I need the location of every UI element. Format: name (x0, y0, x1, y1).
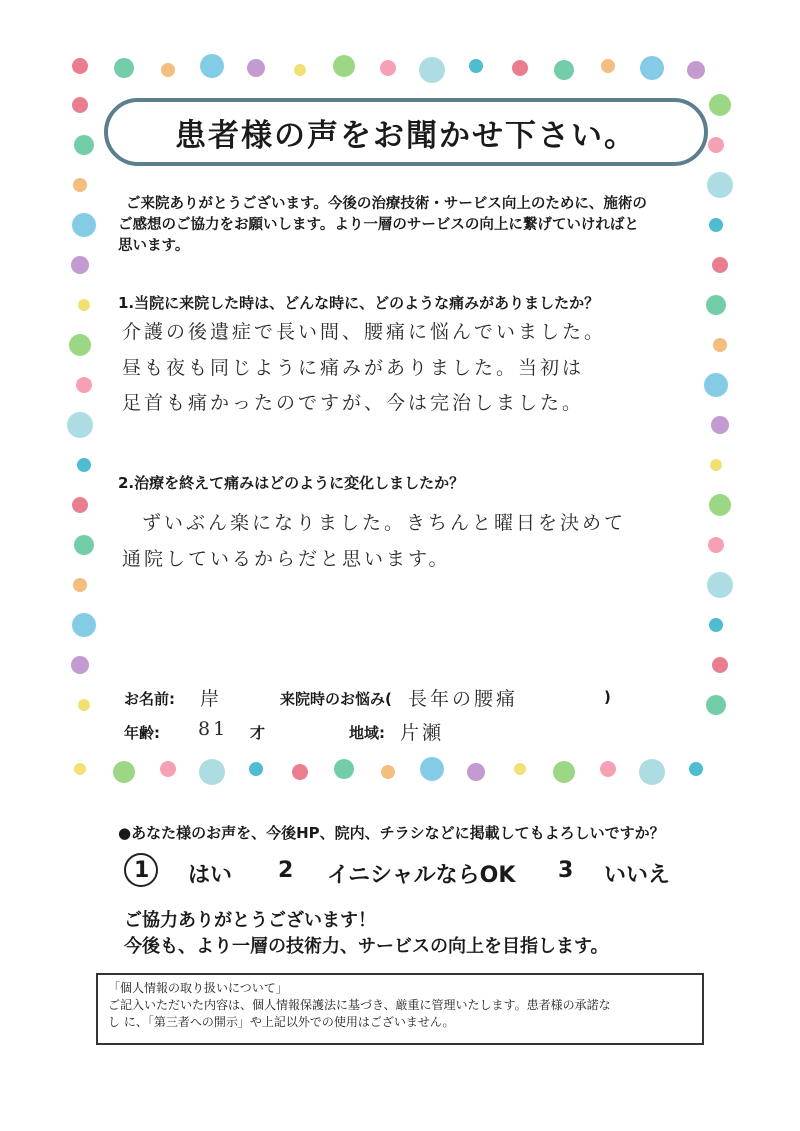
decor-dot (334, 759, 354, 779)
intro-line-2: ご感想のご協力をお願いします。より一層のサービスの向上に繋げていければと (118, 217, 639, 233)
decor-dot (72, 97, 88, 113)
page-title: 患者様の声をお聞かせ下さい。 (175, 117, 637, 154)
option-1-label[interactable]: はい (188, 863, 233, 888)
question-2: 2.治療を終えて痛みはどのように変化しましたか？ (118, 474, 465, 492)
decor-dot (687, 61, 705, 79)
decor-dot (420, 757, 444, 781)
decor-dot (74, 535, 94, 555)
region-value: 片瀬 (400, 722, 445, 744)
decor-dot (333, 55, 355, 77)
answer-1-line-2: 昼も夜も同じように痛みがありました。当初は (122, 357, 585, 379)
intro-line-1: ご来院ありがとうございます。今後の治療技術・サービス向上のために、施術の (126, 196, 647, 212)
decor-dot (71, 256, 89, 274)
decor-dot (689, 762, 703, 776)
title-banner (104, 98, 708, 166)
decor-dot (114, 58, 134, 78)
decor-dot (77, 458, 91, 472)
age-value: 81 (198, 718, 229, 740)
intro-line-3: 思います。 (118, 238, 190, 254)
decor-dot (709, 218, 723, 232)
answer-1-line-1: 介護の後遺症で長い間、腰痛に悩んでいました。 (122, 321, 607, 343)
decor-dot (711, 416, 729, 434)
concern-close: ) (604, 688, 611, 706)
option-2-label[interactable]: イニシャルならOK (327, 863, 516, 888)
decor-dot (419, 57, 445, 83)
option-3-label[interactable]: いいえ (604, 863, 671, 888)
decor-dot (74, 763, 86, 775)
privacy-line-2: し に、「第三者への開示」や上記以外での使用はございません。 (108, 1015, 455, 1029)
decor-dot (712, 657, 728, 673)
decor-dot (78, 299, 90, 311)
decor-dot (708, 537, 724, 553)
decor-dot (709, 618, 723, 632)
privacy-heading: 「個人情報の取り扱いについて」 (108, 981, 288, 995)
answer-2-line-2: 通院しているからだと思います。 (122, 548, 451, 570)
decor-dot (514, 763, 526, 775)
decor-dot (73, 178, 87, 192)
decor-dot (161, 63, 175, 77)
option-1-number[interactable]: 1 (134, 858, 150, 883)
decor-dot (712, 257, 728, 273)
answer-1-line-3: 足首も痛かったのですが、今は完治しました。 (122, 392, 585, 414)
region-label: 地域: (349, 724, 385, 742)
decor-dot (706, 295, 726, 315)
decor-dot (72, 213, 96, 237)
decor-dot (73, 578, 87, 592)
decor-dot (113, 761, 135, 783)
decor-dot (294, 64, 306, 76)
answer-2-line-1: ずいぶん楽になりました。きちんと曜日を決めて (142, 512, 627, 534)
name-label: お名前: (124, 690, 175, 708)
option-3-number[interactable]: 3 (558, 858, 574, 883)
decor-dot (247, 59, 265, 77)
concern-value: 長年の腰痛 (408, 688, 519, 710)
decor-dot (709, 494, 731, 516)
decor-dot (74, 135, 94, 155)
question-1: 1.当院に来院した時は、どんな時に、どのような痛みがありましたか？ (118, 294, 600, 312)
intro-text (118, 194, 708, 257)
decor-dot (292, 764, 308, 780)
decor-dot (199, 759, 225, 785)
decor-dot (249, 762, 263, 776)
concern-label: 来院時のお悩み( (280, 690, 392, 708)
name-value: 岸 (200, 688, 223, 710)
decor-dot (707, 572, 733, 598)
age-label: 年齢: (124, 724, 160, 742)
decor-dot (553, 761, 575, 783)
consent-question: ●あなた様のお声を、今後HP、院内、チラシなどに掲載してもよろしいですか？ (118, 824, 665, 842)
privacy-notice (96, 973, 704, 1045)
decor-dot (71, 656, 89, 674)
decor-dot (200, 54, 224, 78)
decor-dot (72, 497, 88, 513)
decor-dot (67, 412, 93, 438)
decor-dot (76, 377, 92, 393)
privacy-line-1: ご記入いただいた内容は、個人情報保護法に基づき、厳重に管理いたします。患者様の承諾な (108, 998, 611, 1012)
thanks-line-1: ご協力ありがとうございます！ (124, 910, 376, 931)
decor-dot (601, 59, 615, 73)
decor-dot (640, 56, 664, 80)
decor-dot (69, 334, 91, 356)
decor-dot (600, 761, 616, 777)
thanks-line-2: 今後も、より一層の技術力、サービスの向上を目指します。 (124, 936, 609, 957)
decor-dot (706, 695, 726, 715)
decor-dot (160, 761, 176, 777)
decor-dot (704, 373, 728, 397)
decor-dot (707, 172, 733, 198)
decor-dot (710, 459, 722, 471)
decor-dot (512, 60, 528, 76)
option-2-number[interactable]: 2 (278, 858, 294, 883)
decor-dot (469, 59, 483, 73)
decor-dot (709, 94, 731, 116)
decor-dot (72, 58, 88, 74)
decor-dot (708, 137, 724, 153)
decor-dot (713, 338, 727, 352)
decor-dot (554, 60, 574, 80)
decor-dot (78, 699, 90, 711)
decor-dot (380, 60, 396, 76)
age-unit: 才 (250, 724, 266, 742)
decor-dot (72, 613, 96, 637)
decor-dot (467, 763, 485, 781)
decor-dot (381, 765, 395, 779)
decor-dot (639, 759, 665, 785)
